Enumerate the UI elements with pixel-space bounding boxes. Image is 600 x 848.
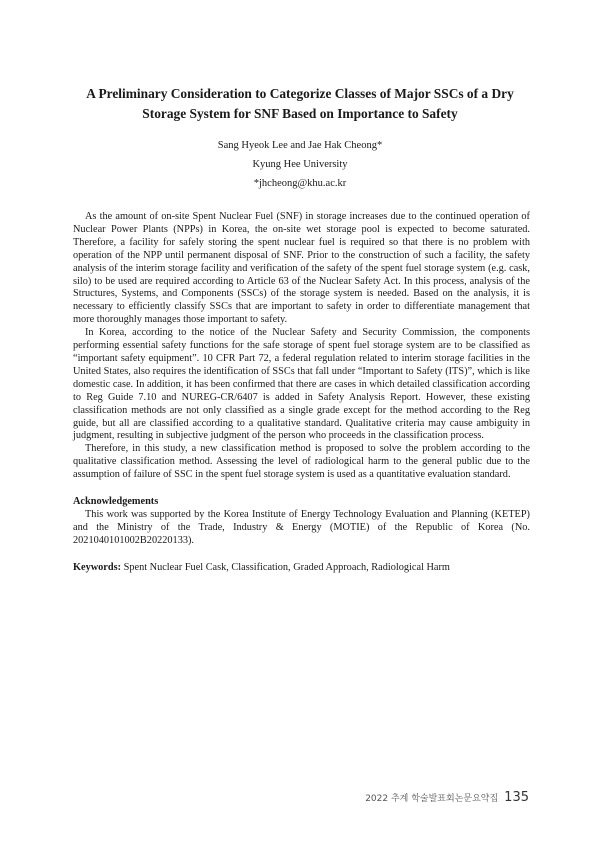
body-paragraph-2: In Korea, according to the notice of the Nuclear Safety and Security Commission, the components performing essential safety functions for the safe storage of spent fuel storage system are to be classified as “important safety equipment”. 10 CFR Part 72, a federal regulation related to interim storage facilities in the United States, also requires the identification of SSCs that fall under “Important to Safety (ITS)”, which is like domestic case. In addition, it has been confirmed that there are cases in which detailed classification according to Reg Guide 7.10 and NUREG-CR/6407 is added in Safety Analysis Report. However, these existing classification methods are not only classified as a single grade except for the method according to the Reg guide, but all are classified according to a qualitative standard. Qualitative criteria may cause ambiguity in judgment, resulting in subjective judgment of the person who proceeds in the classification process. [73, 327, 530, 442]
author-names: Sang Hyeok Lee and Jae Hak Cheong* [217, 140, 383, 151]
page-number: 135 [504, 790, 529, 805]
affiliation: Kyung Hee University [252, 159, 348, 170]
keywords-list: Spent Nuclear Fuel Cask, Classification, Graded Approach, Radiological Harm [123, 561, 450, 573]
body-paragraph-1: As the amount of on-site Spent Nuclear Fuel (SNF) in storage increases due to the continued operation of Nuclear Power Plants (NPPs) in Korea, the on-site wet storage pool is expected to become saturated. Therefore, a facility for safely storing the spent nuclear fuel is required so that there is no problem with operation of the NPP until permanent disposal of SNF. Prior to the construction of such a facility, the safety analysis of the interim storage facility and verification of the safety of the spent fuel storage system (e.g. cask, silo) to be used are required according to Article 63 of the Nuclear Safety Act. In this process, analysis of the Structures, Systems, and Components (SSCs) of the storage system is needed. Based on the analysis, it is necessary to efficiently classify SSCs that are important to safety in order to differentiate management that more thoroughly manages those important to safety. [73, 211, 530, 326]
page-footer [365, 790, 529, 805]
body-paragraph-3: Therefore, in this study, a new classification method is proposed to solve the problem according to the qualitative classification method. Assessing the level of radiological harm to the general public due to the assumption of failure of SSC in the spent fuel storage system is used as a quantitative evaluation standard. [73, 443, 530, 481]
paper-title [60, 84, 540, 124]
title-line-2: Storage System for SNF Based on Importance to Safety [142, 106, 458, 121]
author-email: *jhcheong@khu.ac.kr [253, 178, 347, 189]
keywords-label: Keywords: [73, 561, 122, 573]
abstract-body [73, 211, 530, 575]
acknowledgements-heading: Acknowledgements [73, 496, 159, 508]
proceedings-title: 2022 추계 학술발표회논문요약집 [365, 794, 499, 804]
keywords-line [73, 562, 530, 575]
acknowledgements-text: This work was supported by the Korea Institute of Energy Technology Evaluation and Planning (KETEP) and the Ministry of the Trade, Industry & Energy (MOTIE) of the Republic of Korea (No. 2021040101002B20220133). [73, 508, 530, 546]
title-line-1: A Preliminary Consideration to Categorize Classes of Major SSCs of a Dry [86, 86, 514, 101]
